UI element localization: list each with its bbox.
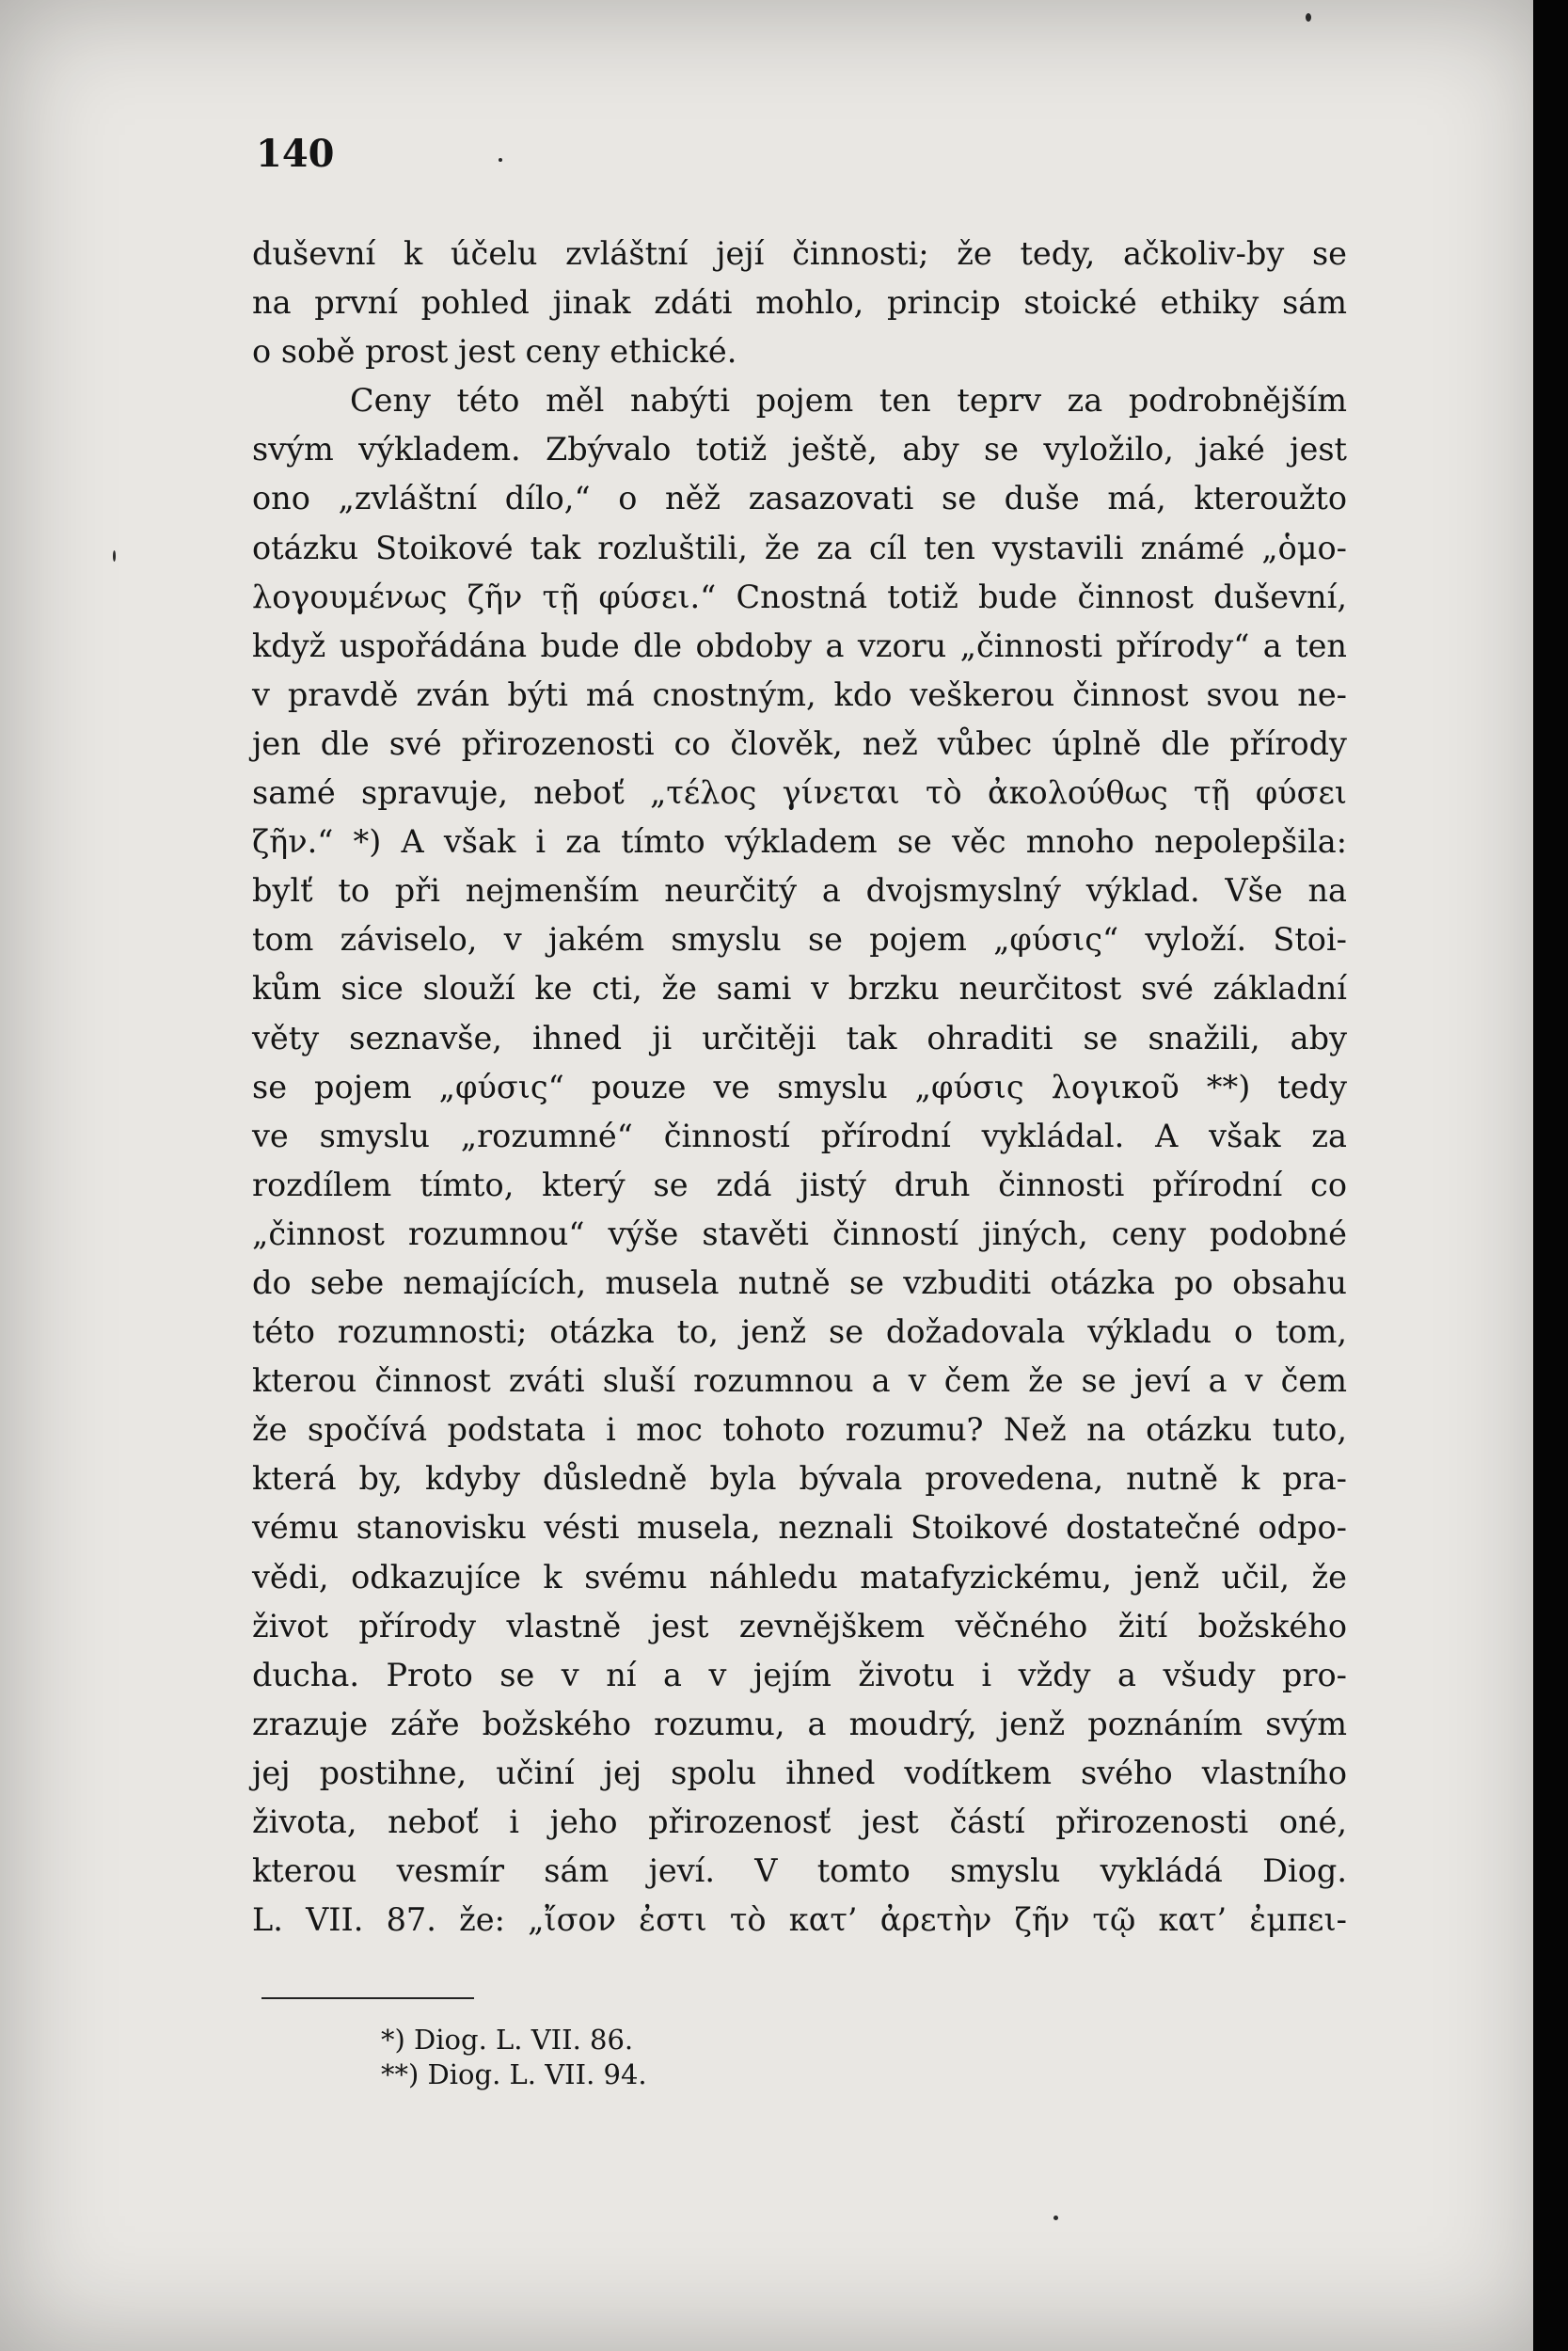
text-line: v pravdě zván býti má cnostným, kdo veškerou činnost svou ne- bbox=[252, 675, 1347, 713]
body-text bbox=[252, 230, 1347, 1945]
scan-speck bbox=[499, 158, 502, 162]
text-line: ve smyslu „rozumné“ činností přírodní vykládal. A však za bbox=[252, 1117, 1347, 1154]
scan-speck bbox=[113, 550, 116, 562]
text-line: samé spravuje, neboť „τέλος γίνεται τὸ ἀκολούθως τῇ φύσει bbox=[252, 774, 1347, 812]
text-line: jen dle své přirozenosti co člověk, než vůbec úplně dle přírody bbox=[252, 724, 1347, 762]
text-line: otázku Stoikové tak rozluštili, že za cíl ten vystavili známé „ὁμο- bbox=[252, 529, 1347, 566]
text-line: Ceny této měl nabýti pojem ten teprv za podrobnějším bbox=[350, 382, 1347, 420]
scan-border bbox=[1533, 0, 1568, 2351]
text-line: zrazuje záře božského rozumu, a moudrý, jenž poznáním svým bbox=[252, 1705, 1347, 1742]
text-line: ducha. Proto se v ní a v jejím životu i vždy a všudy pro- bbox=[252, 1656, 1347, 1693]
text-line: se pojem „φύσις“ pouze ve smyslu „φύσις λογικοῦ **) tedy bbox=[252, 1068, 1347, 1105]
text-line: do sebe nemajících, musela nutně se vzbuditi otázka po obsahu bbox=[252, 1263, 1347, 1301]
footnotes bbox=[381, 2023, 647, 2092]
text-line: duševní k účelu zvláštní její činnosti; že tedy, ačkoliv-by se bbox=[252, 235, 1347, 272]
text-line: tom záviselo, v jakém smyslu se pojem „φύσις“ vyloží. Stoi- bbox=[252, 921, 1347, 959]
text-line: vému stanovisku vésti musela, neznali Stoikové dostatečné odpo- bbox=[252, 1509, 1347, 1547]
text-line: této rozumnosti; otázka to, jenž se dožadovala výkladu o tom, bbox=[252, 1313, 1347, 1351]
scan-speck bbox=[1053, 2216, 1058, 2220]
scan-speck bbox=[1306, 13, 1311, 22]
text-line: život přírody vlastně jest zevnějškem věčného žití božského bbox=[252, 1607, 1347, 1644]
text-line: svým výkladem. Zbývalo totiž ještě, aby se vyložilo, jaké jest bbox=[252, 431, 1347, 469]
page-number: 140 bbox=[256, 132, 335, 176]
text-line: kům sice slouží ke cti, že sami v brzku neurčitost své základní bbox=[252, 970, 1347, 1008]
text-line: věty seznavše, ihned ji určitěji tak ohraditi se snažili, aby bbox=[252, 1019, 1347, 1056]
text-line: na první pohled jinak zdáti mohlo, princip stoické ethiky sám bbox=[252, 284, 1347, 322]
text-line: bylť to při nejmenším neurčitý a dvojsmyslný výklad. Vše na bbox=[252, 872, 1347, 910]
footnote: **) Diog. L. VII. 94. bbox=[381, 2058, 647, 2090]
text-line: jej postihne, učiní jej spolu ihned vodítkem svého vlastního bbox=[252, 1754, 1347, 1791]
text-line: o sobě prost jest ceny ethické. bbox=[252, 333, 737, 371]
text-line: ζῆν.“ *) A však i za tímto výkladem se věc mnoho nepolepšila: bbox=[252, 823, 1347, 861]
text-line: ono „zvláštní dílo,“ o něž zasazovati se duše má, kteroužto bbox=[252, 480, 1347, 517]
text-line: L. VII. 87. že: „ἴσον ἐστι τὸ κατ’ ἀρετὴν ζῆν τῷ κατ’ ἐμπει- bbox=[252, 1901, 1347, 1939]
text-line: „činnost rozumnou“ výše stavěti činností jiných, ceny podobné bbox=[252, 1215, 1347, 1252]
text-line: kterou činnost zváti sluší rozumnou a v čem že se jeví a v čem bbox=[252, 1362, 1347, 1400]
text-line: vědi, odkazujíce k svému náhledu matafyzickému, jenž učil, že bbox=[252, 1558, 1347, 1596]
text-line: rozdílem tímto, který se zdá jistý druh činnosti přírodní co bbox=[252, 1166, 1347, 1203]
text-line: která by, kdyby důsledně byla bývala provedena, nutně k pra- bbox=[252, 1460, 1347, 1498]
text-line: když uspořádána bude dle obdoby a vzoru „činnosti přírody“ a ten bbox=[252, 627, 1347, 664]
text-line: života, neboť i jeho přirozenosť jest částí přirozenosti oné, bbox=[252, 1803, 1347, 1840]
footnote-divider bbox=[261, 1997, 474, 1999]
footnote: *) Diog. L. VII. 86. bbox=[381, 2024, 634, 2056]
text-line: kterou vesmír sám jeví. V tomto smyslu vykládá Diog. bbox=[252, 1852, 1347, 1890]
text-line: λογουμένως ζῆν τῇ φύσει.“ Cnostná totiž bude činnost duševní, bbox=[252, 578, 1347, 615]
text-line: že spočívá podstata i moc tohoto rozumu? Než na otázku tuto, bbox=[252, 1411, 1347, 1449]
